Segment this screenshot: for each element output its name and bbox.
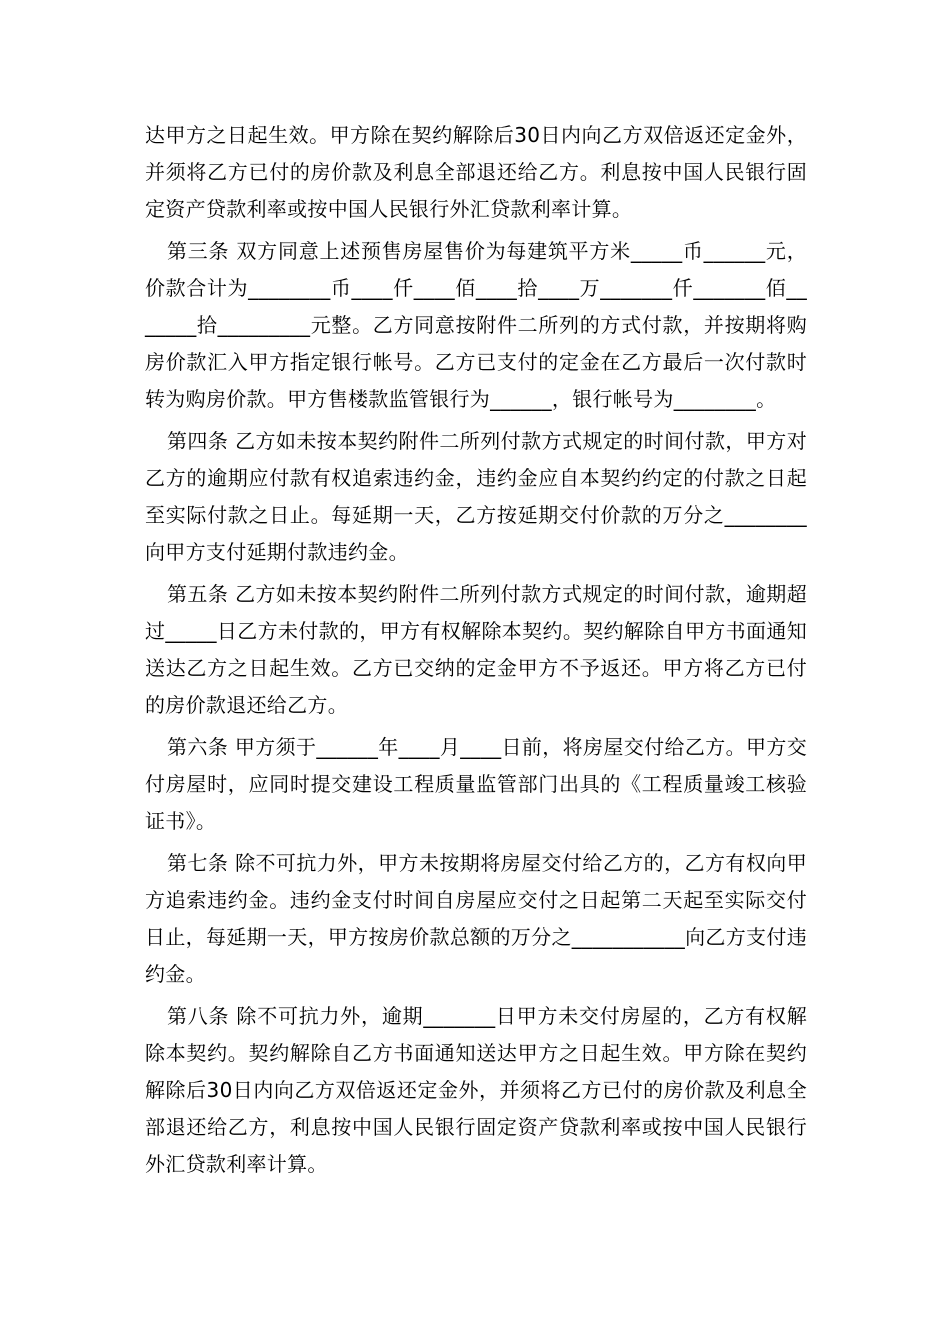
paragraph-article-4: 第四条 乙方如未按本契约附件二所列付款方式规定的时间付款，甲方对乙方的逾期应付款有权追索违约金，违约金应自本契约约定的付款之日起至实际付款之日止。每延期一天，乙方按延期交付价款的万分之________向甲方支付延期付款违约金。: [145, 429, 807, 564]
paragraph-article-8: 第八条 除不可抗力外，逾期_______日甲方未交付房屋的，乙方有权解除本契约。契约解除自乙方书面通知送达甲方之日起生效。甲方除在契约解除后30日内向乙方双倍返还定金外，并须将乙方已付的房价款及利息全部退还给乙方，利息按中国人民银行固定资产贷款利率或按中国人民银行外汇贷款利率计算。: [145, 1004, 807, 1176]
paragraph-article-7: 第七条 除不可抗力外，甲方未按期将房屋交付给乙方的，乙方有权向甲方追索违约金。违约金支付时间自房屋应交付之日起第二天起至实际交付日止，每延期一天，甲方按房价款总额的万分之___________向乙方支付违约金。: [145, 851, 807, 986]
document-body: [145, 117, 807, 1183]
paragraph-article-5: 第五条 乙方如未按本契约附件二所列付款方式规定的时间付款，逾期超过_____日乙方未付款的，甲方有权解除本契约。契约解除自甲方书面通知送达乙方之日起生效。乙方已交纳的定金甲方不予返还。甲方将乙方已付的房价款退还给乙方。: [145, 582, 807, 717]
paragraph-article-6: 第六条 甲方须于______年____月____日前，将房屋交付给乙方。甲方交付房屋时，应同时提交建设工程质量监管部门出具的《工程质量竣工核验证书》。: [145, 735, 807, 833]
paragraph-continuation: 达甲方之日起生效。甲方除在契约解除后30日内向乙方双倍返还定金外，并须将乙方已付的房价款及利息全部退还给乙方。利息按中国人民银行固定资产贷款利率或按中国人民银行外汇贷款利率计算。: [145, 123, 807, 221]
paragraph-article-3: 第三条 双方同意上述预售房屋售价为每建筑平方米_____币______元，价款合计为________币____仟____佰____拾____万_______仟_______佰_______拾_________元整。乙方同意按附件二所列的方式付款，并按期将购房价款汇入甲方指定银行帐号。乙方已支付的定金在乙方最后一次付款时转为购房价款。甲方售楼款监管银行为______，银行帐号为________。: [145, 239, 807, 411]
